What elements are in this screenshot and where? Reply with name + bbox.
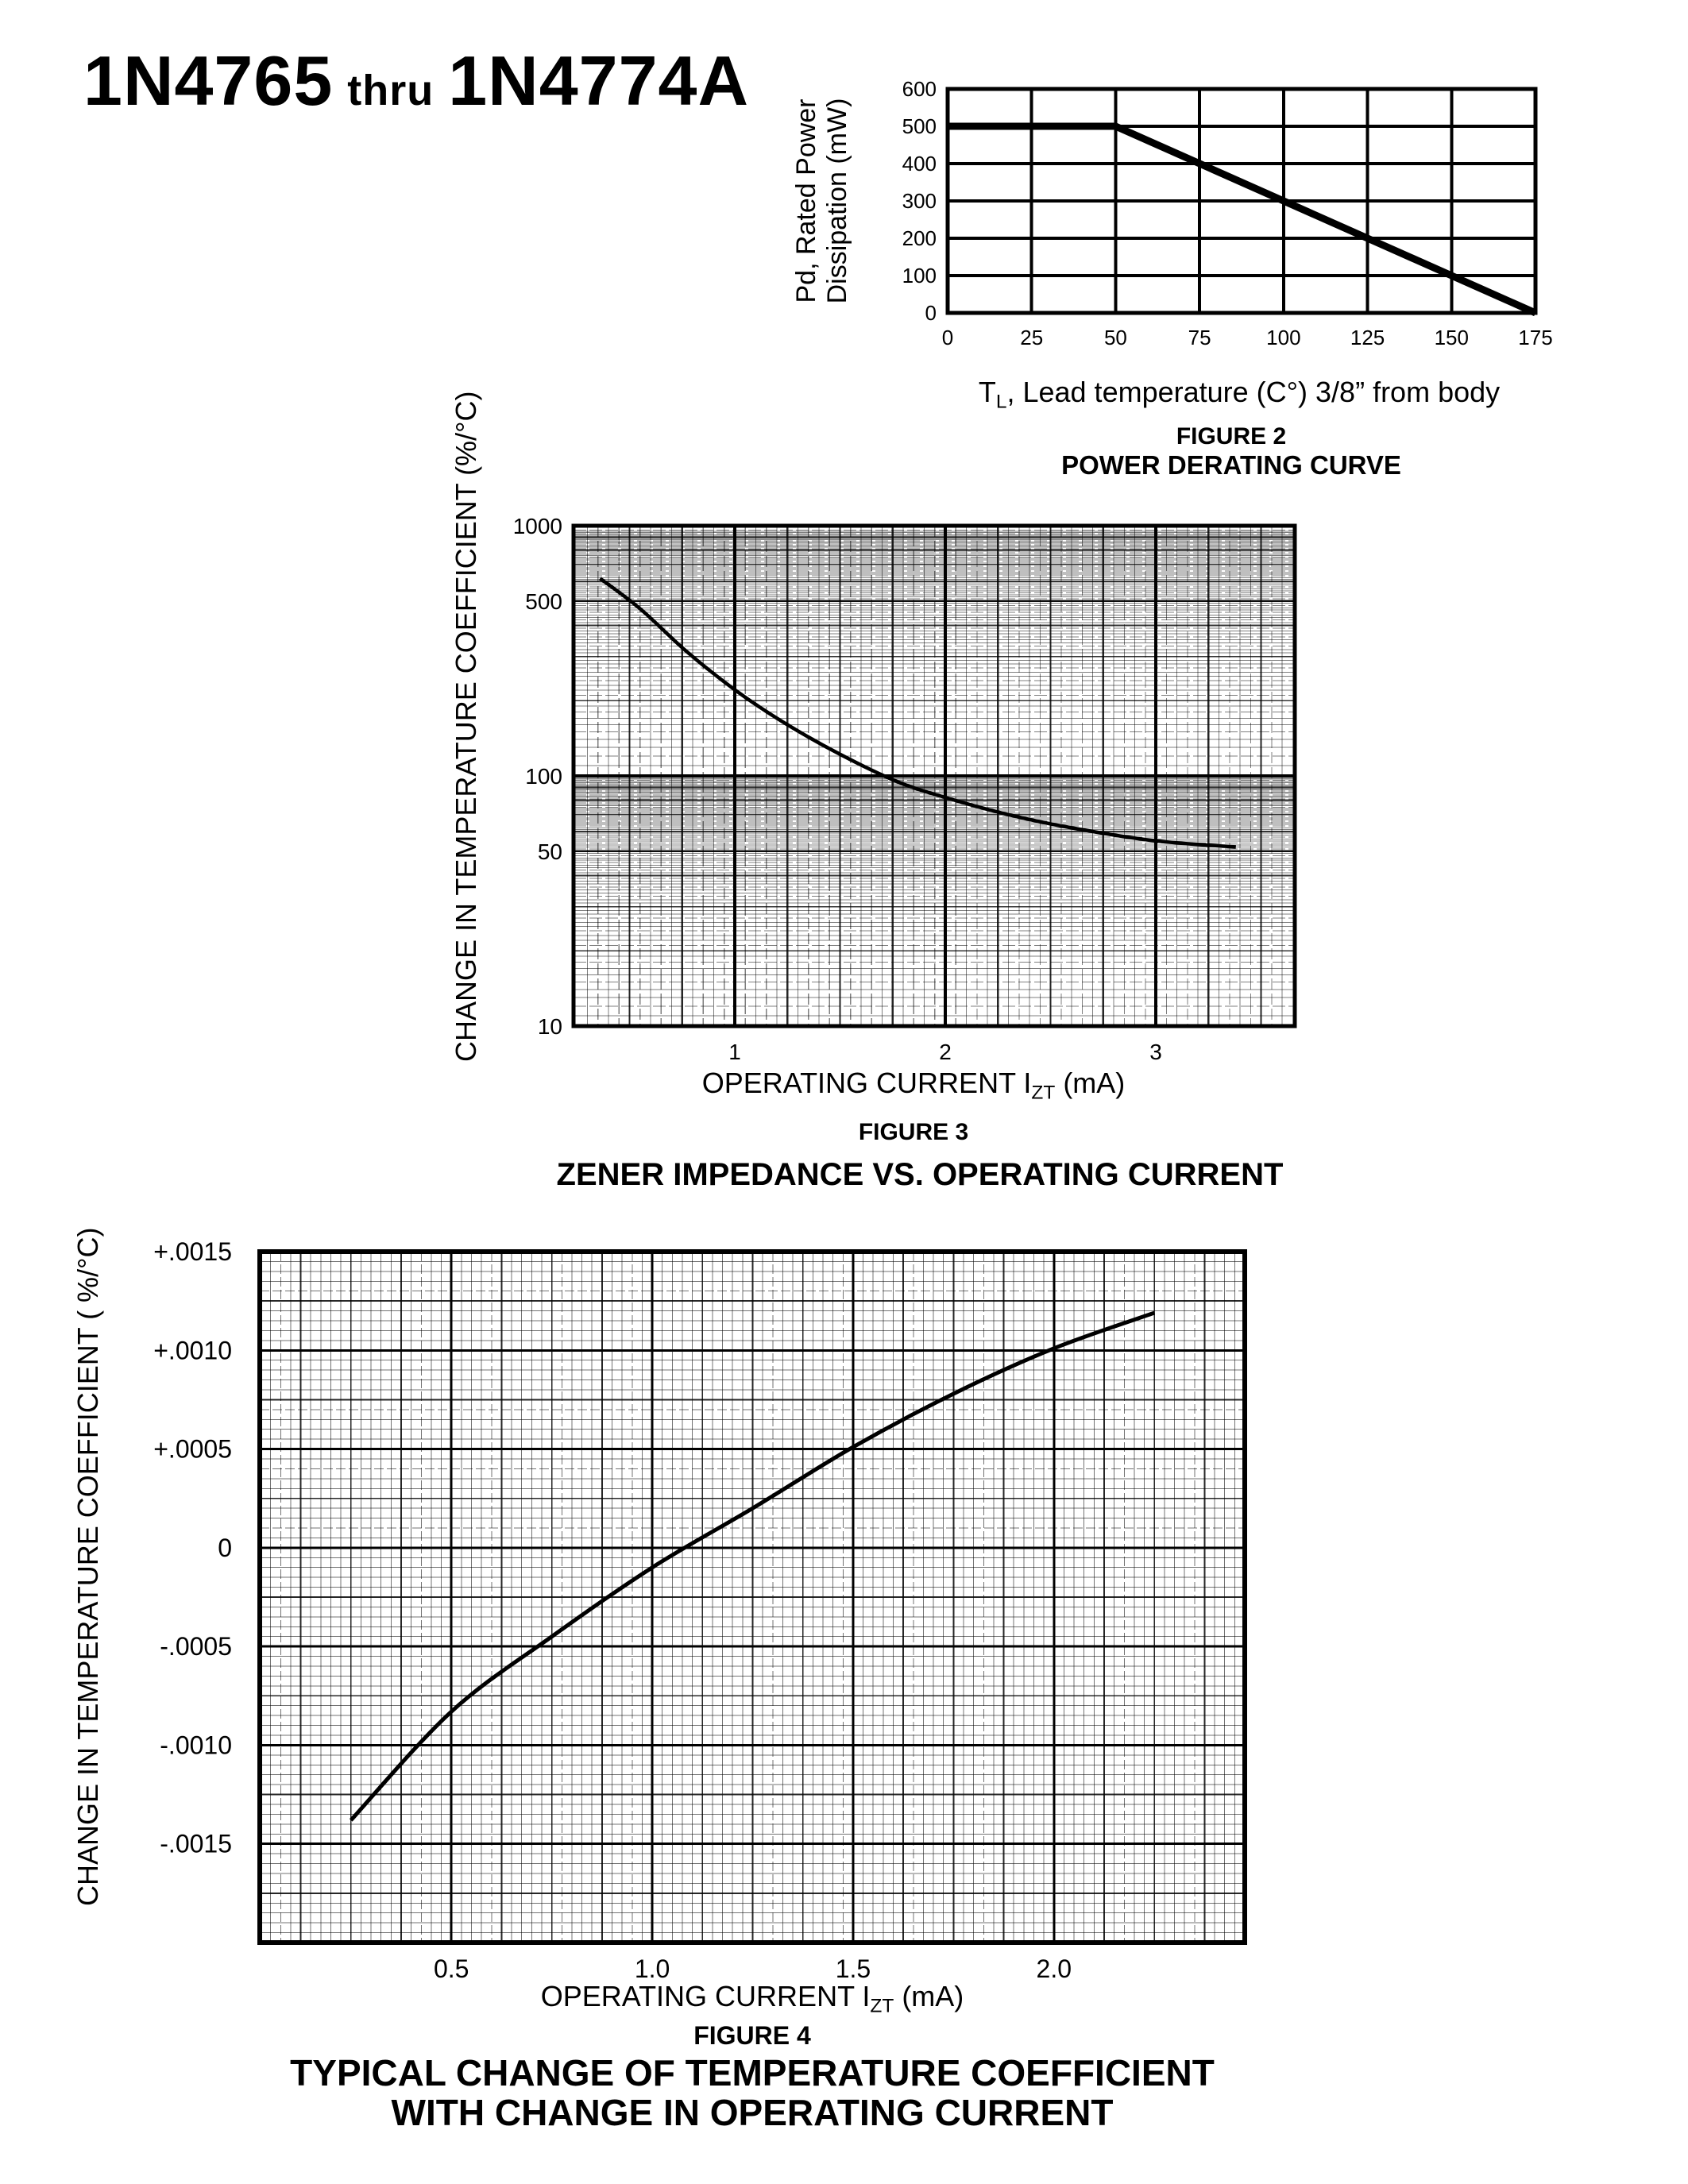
svg-text:200: 200 <box>902 226 937 250</box>
svg-text:100: 100 <box>1266 326 1301 349</box>
svg-text:-.0010: -.0010 <box>160 1731 232 1760</box>
fig2-curve <box>948 126 1535 313</box>
svg-text:0.5: 0.5 <box>433 1954 469 1983</box>
svg-text:+.0005: +.0005 <box>153 1434 232 1464</box>
svg-text:-.0015: -.0015 <box>160 1829 232 1858</box>
fig2-y-axis-label <box>791 58 855 344</box>
page-title-part-start: 1N4765 <box>83 41 334 120</box>
svg-text:0: 0 <box>941 326 954 349</box>
fig4-figure-label: FIGURE 4 <box>693 2021 811 2050</box>
svg-text:100: 100 <box>902 264 937 287</box>
fig4-x-axis-label <box>355 1981 1149 2017</box>
fig2-y-axis-label-line1: Pd, Rated Power <box>791 98 821 303</box>
svg-text:10: 10 <box>537 1014 562 1039</box>
svg-text:400: 400 <box>902 152 937 176</box>
svg-text:75: 75 <box>1188 326 1211 349</box>
fig2-power-derating-chart <box>858 68 1557 369</box>
fig2-x-axis-label-text: , Lead temperature (C°) 3/8” from body <box>1006 376 1501 408</box>
svg-text:2.0: 2.0 <box>1036 1954 1072 1983</box>
svg-text:125: 125 <box>1350 326 1385 349</box>
page-title-part-end: 1N4774A <box>448 41 750 120</box>
fig4-x-axis-label-symbol: OPERATING CURRENT I <box>540 1980 871 2012</box>
svg-text:1: 1 <box>728 1040 741 1064</box>
fig3-y-axis-label: CHANGE IN TEMPERATURE COEFFICIENT (%/°C) <box>450 391 482 1062</box>
svg-text:1.0: 1.0 <box>634 1954 670 1983</box>
fig3-curve <box>600 578 1235 847</box>
svg-text:25: 25 <box>1020 326 1044 349</box>
svg-text:1.5: 1.5 <box>835 1954 871 1983</box>
fig3-x-axis-label-text: (mA) <box>1055 1067 1126 1099</box>
fig4-temp-coefficient-chart <box>87 1227 1295 2001</box>
svg-text:600: 600 <box>902 77 937 101</box>
fig3-x-axis-label <box>516 1067 1311 1104</box>
fig4-x-axis-label-text: (mA) <box>894 1980 964 2012</box>
page-title-thru: thru <box>347 67 435 114</box>
svg-text:+.0015: +.0015 <box>153 1237 232 1266</box>
svg-text:1000: 1000 <box>512 514 562 538</box>
svg-text:100: 100 <box>525 764 562 789</box>
fig3-figure-title: ZENER IMPEDANCE VS. OPERATING CURRENT <box>556 1157 1284 1192</box>
fig4-y-axis-label: CHANGE IN TEMPERATURE COEFFICIENT ( %/°C) <box>71 1227 104 1906</box>
fig4-x-axis-label-subscript: ZT <box>870 1995 894 2017</box>
svg-text:150: 150 <box>1434 326 1469 349</box>
fig4-figure-title <box>216 2054 1288 2132</box>
svg-text:+.0010: +.0010 <box>153 1336 232 1365</box>
fig2-figure-label: FIGURE 2 <box>1176 423 1287 450</box>
fig2-x-axis-label-subscript: L <box>995 391 1007 413</box>
svg-text:2: 2 <box>939 1040 952 1064</box>
svg-text:500: 500 <box>902 114 937 138</box>
fig3-zener-impedance-chart <box>469 508 1335 1080</box>
fig3-x-axis-label-symbol: OPERATING CURRENT I <box>701 1067 1032 1099</box>
svg-text:0: 0 <box>925 301 937 325</box>
fig2-x-axis-label-symbol: T <box>978 376 996 408</box>
svg-text:50: 50 <box>1103 326 1127 349</box>
fig3-figure-label: FIGURE 3 <box>858 1119 969 1145</box>
fig4-figure-title-line2: WITH CHANGE IN OPERATING CURRENT <box>391 2091 1114 2133</box>
fig3-x-axis-label-subscript: ZT <box>1031 1082 1056 1104</box>
fig2-x-axis-label <box>842 376 1636 413</box>
fig4-figure-title-line1: TYPICAL CHANGE OF TEMPERATURE COEFFICIENT <box>290 2052 1215 2093</box>
svg-text:500: 500 <box>525 588 562 614</box>
svg-text:300: 300 <box>902 189 937 213</box>
svg-text:0: 0 <box>218 1533 232 1562</box>
svg-text:-.0005: -.0005 <box>160 1632 232 1661</box>
svg-text:50: 50 <box>537 839 562 864</box>
page-title <box>83 41 750 120</box>
svg-text:3: 3 <box>1149 1040 1162 1064</box>
fig2-y-axis-label-line2: Dissipation (mW) <box>821 98 852 304</box>
svg-text:175: 175 <box>1518 326 1553 349</box>
fig2-figure-title: POWER DERATING CURVE <box>1061 450 1401 480</box>
